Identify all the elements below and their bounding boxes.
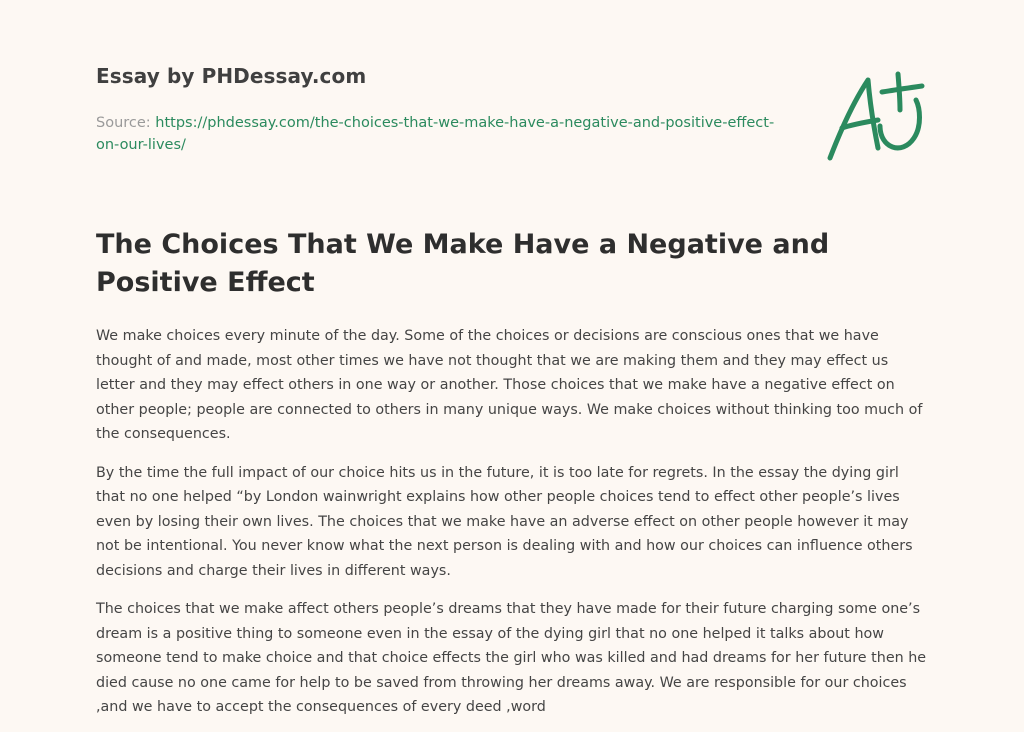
source-link[interactable]: https://phdessay.com/the-choices-that-we-make-have-a-negative-and-positive-effect-on-our-lives/ (96, 115, 775, 153)
essay-paragraph: The choices that we make affect others people’s dreams that they have made for their future charging some one’s dream is a positive thing to someone even in the essay of the dying girl that no one helped it talks about how someone tend to make choice and that choice effects the girl who was killed and had dreams for her future then he died cause no one came for help to be saved from throwing her dreams away. We are responsible for our choices ,and we have to accept the consequences of every deed ,word (96, 601, 927, 715)
a-plus-logo-icon (822, 68, 930, 164)
source-label: Source: (96, 115, 151, 131)
essay-paragraph: By the time the full impact of our choice hits us in the future, it is too late for regrets. In the essay the dying girl that no one helped “by London wainwright explains how other people choices tend to effect other people’s lives even by losing their own lives. The choices that we make have an adverse effect on other people however it may not be intentional. You never know what the next person is dealing with and how our choices can influence others decisions and charge their lives in different ways. (96, 464, 913, 579)
site-title: Essay by PHDessay.com (96, 64, 367, 88)
essay-body (96, 324, 928, 732)
essay-title: The Choices That We Make Have a Negative and Positive Effect (96, 229, 830, 298)
essay-paragraph: We make choices every minute of the day. Some of the choices or decisions are conscious ones that we have thought of and made, most other times we have not thought that we are making them and they may effect us letter and they may effect others in one way or another. Those choices that we make have a negative effect on other people; people are connected to others in many unique ways. We make choices without thinking too much of the consequences. (96, 328, 923, 442)
source-line (96, 112, 776, 156)
